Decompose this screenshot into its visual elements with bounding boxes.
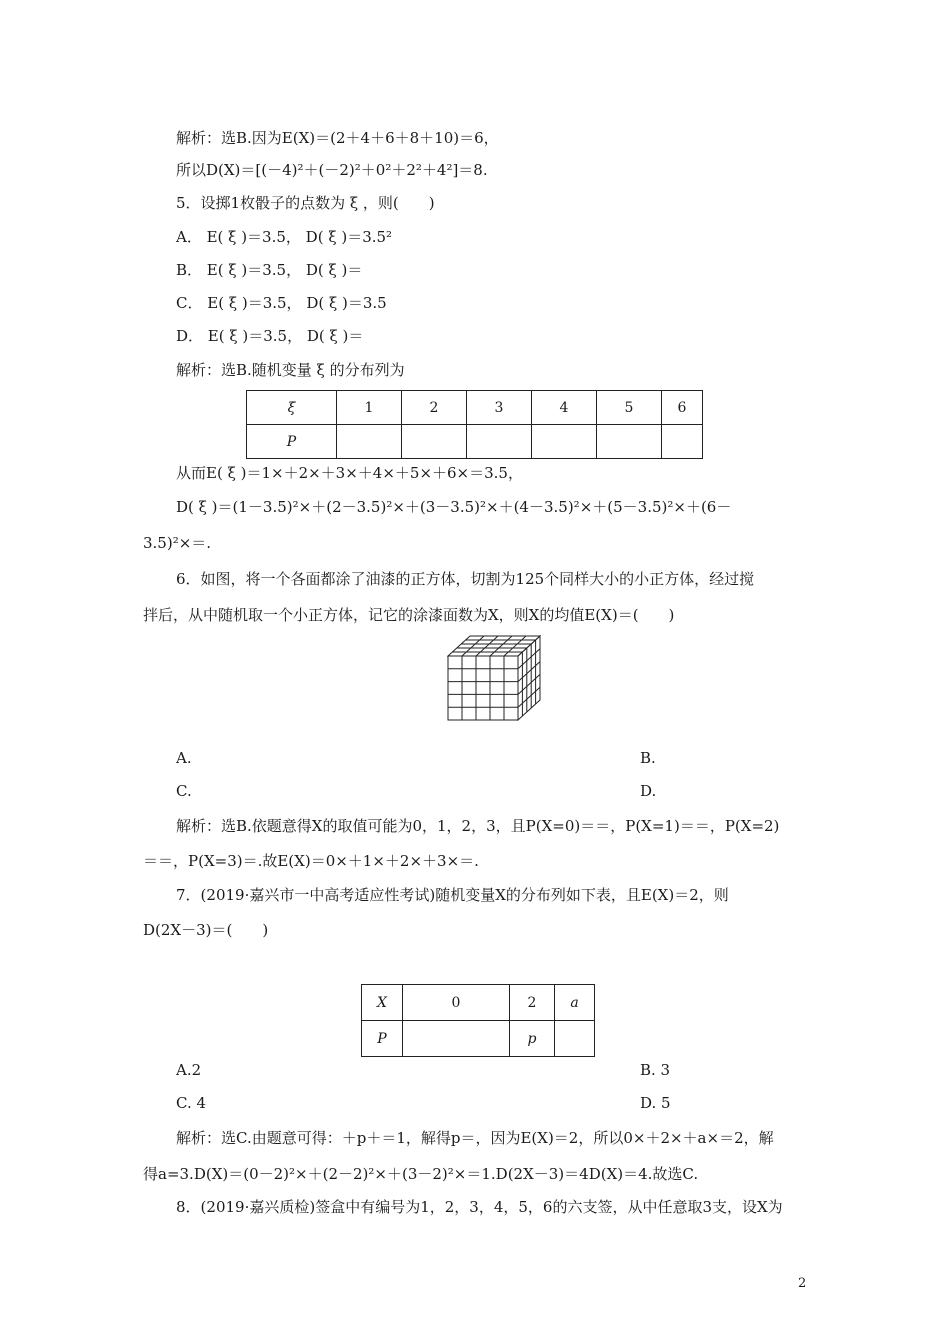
table-cell: 2 bbox=[510, 985, 555, 1021]
question-7-line-1: 7．(2019·嘉兴市一中高考适应性考试)随机变量X的分布列如下表，且E(X)＝2，则 bbox=[176, 886, 729, 904]
table-cell: 3 bbox=[467, 391, 532, 425]
table-cell: 6 bbox=[662, 391, 703, 425]
q5-expectation: 从而E( ξ )＝1×＋2×＋3×＋4×＋5×＋6×＝3.5， bbox=[176, 464, 523, 482]
question-8: 8．(2019·嘉兴质检)签盒中有编号为1，2，3，4，5，6的六支签，从中任意取3支，设X为 bbox=[176, 1198, 783, 1216]
q7-solution-line-1: 解析：选C.由题意可得：＋p＋＝1，解得p＝，因为E(X)＝2，所以0×＋2×＋a×＝2，解 bbox=[176, 1129, 774, 1147]
q5-option-b: B． E( ξ )＝3.5， D( ξ )＝ bbox=[176, 261, 363, 279]
q7-distribution-table bbox=[361, 984, 595, 1057]
table-cell: a bbox=[555, 985, 595, 1021]
q6-option-c: C. bbox=[176, 782, 192, 800]
table-cell bbox=[403, 1021, 510, 1057]
solution-4-line-2: 所以D(X)＝[(－4)²＋(－2)²＋0²＋2²＋4²]＝8. bbox=[176, 161, 488, 179]
table-cell bbox=[555, 1021, 595, 1057]
table-cell: p bbox=[510, 1021, 555, 1057]
table-row bbox=[362, 1021, 595, 1057]
table-row bbox=[247, 391, 703, 425]
question-6-line-2: 拌后，从中随机取一个小正方体，记它的涂漆面数为X，则X的均值E(X)＝( ) bbox=[143, 606, 675, 624]
table-row bbox=[247, 425, 703, 459]
table-cell bbox=[597, 425, 662, 459]
table-cell bbox=[402, 425, 467, 459]
table-cell: P bbox=[247, 425, 337, 459]
q5-option-d: D． E( ξ )＝3.5， D( ξ )＝ bbox=[176, 327, 364, 345]
q6-option-d: D. bbox=[640, 782, 657, 800]
question-6-line-1: 6．如图，将一个各面都涂了油漆的正方体，切割为125个同样大小的小正方体，经过搅 bbox=[176, 570, 755, 588]
q5-option-a: A． E( ξ )＝3.5， D( ξ )＝3.5² bbox=[176, 228, 393, 246]
q7-solution-line-2: 得a=3.D(X)＝(0－2)²×＋(2－2)²×＋(3－2)²×＝1.D(2X－3)＝4D(X)＝4.故选C. bbox=[143, 1165, 699, 1183]
q5-distribution-table bbox=[246, 390, 703, 459]
solution-4-line-1: 解析：选B.因为E(X)＝(2＋4＋6＋8＋10)＝6， bbox=[176, 129, 499, 147]
table-cell: 0 bbox=[403, 985, 510, 1021]
table-cell: 4 bbox=[532, 391, 597, 425]
table-cell bbox=[337, 425, 402, 459]
page-number: 2 bbox=[798, 1276, 807, 1291]
table-cell bbox=[532, 425, 597, 459]
table-cell: ξ bbox=[247, 391, 337, 425]
table-cell: 5 bbox=[597, 391, 662, 425]
q5-option-c: C． E( ξ )＝3.5， D( ξ )＝3.5 bbox=[176, 294, 387, 312]
q7-option-d: D. 5 bbox=[640, 1094, 671, 1112]
q5-variance-line-1: D( ξ )＝(1－3.5)²×＋(2－3.5)²×＋(3－3.5)²×＋(4－3.5)²×＋(5－3.5)²×＋(6－ bbox=[176, 498, 732, 516]
q6-option-a: A. bbox=[176, 749, 192, 767]
q6-solution-line-1: 解析：选B.依题意得X的取值可能为0，1，2，3，且P(X=0)＝＝，P(X=1)＝＝，P(X=2) bbox=[176, 817, 780, 835]
question-5: 5．设掷1枚骰子的点数为 ξ ，则( ) bbox=[176, 194, 435, 212]
q7-option-c: C. 4 bbox=[176, 1094, 207, 1112]
table-row bbox=[362, 985, 595, 1021]
q7-option-a: A.2 bbox=[176, 1061, 202, 1079]
table-cell: 2 bbox=[402, 391, 467, 425]
q5-solution: 解析：选B.随机变量 ξ 的分布列为 bbox=[176, 361, 405, 379]
table-cell: X bbox=[362, 985, 403, 1021]
table-cell bbox=[467, 425, 532, 459]
q6-solution-line-2: ＝＝，P(X=3)＝.故E(X)＝0×＋1×＋2×＋3×＝. bbox=[143, 852, 479, 870]
q6-option-b: B. bbox=[640, 749, 656, 767]
q5-variance-line-2: 3.5)²×＝. bbox=[143, 534, 212, 552]
question-7-line-2: D(2X－3)＝( ) bbox=[143, 921, 269, 939]
table-cell bbox=[662, 425, 703, 459]
cube-figure bbox=[440, 634, 542, 722]
table-cell: P bbox=[362, 1021, 403, 1057]
table-cell: 1 bbox=[337, 391, 402, 425]
q7-option-b: B. 3 bbox=[640, 1061, 671, 1079]
